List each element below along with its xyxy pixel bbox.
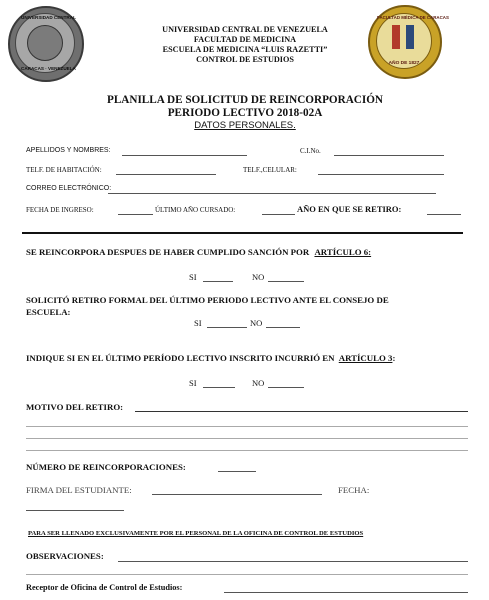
motivo-field-line4[interactable] xyxy=(26,450,468,451)
q3-si-field[interactable] xyxy=(203,387,235,388)
department-name: CONTROL DE ESTUDIOS xyxy=(196,55,294,64)
form-title: PLANILLA DE SOLICITUD DE REINCORPORACIÓN xyxy=(107,94,383,106)
q3-no-label: NO xyxy=(252,378,265,388)
motivo-label: MOTIVO DEL RETIRO: xyxy=(26,402,124,412)
faculty-seal-logo xyxy=(368,5,449,79)
right-seal-top-text: FACULTAD MÉDICA DE CARACAS xyxy=(377,15,449,20)
telf-hab-label: TELF. DE HABITACIÓN: xyxy=(26,166,102,174)
q2-si-label: SI xyxy=(194,318,202,328)
fecha-ingreso-field[interactable] xyxy=(118,214,153,215)
faculty-name: FACULTAD DE MEDICINA xyxy=(193,35,297,44)
apellidos-label: APELLIDOS Y NOMBRES: xyxy=(26,147,111,154)
fecha-ingreso-label: FECHA DE INGRESO: xyxy=(26,206,94,214)
q3-si-label: SI xyxy=(189,378,197,388)
observaciones-field-line2[interactable] xyxy=(26,574,468,575)
university-seal-logo xyxy=(8,6,84,82)
q2-no-label: NO xyxy=(250,318,263,328)
telf-hab-field[interactable] xyxy=(116,174,216,175)
q1-si-label: SI xyxy=(189,272,197,282)
ci-field[interactable] xyxy=(334,155,444,156)
reincorporaciones-field[interactable] xyxy=(218,471,256,472)
q3-article: ARTÍCULO 3 xyxy=(338,353,393,363)
q1-no-label: NO xyxy=(252,272,265,282)
q3-colon: : xyxy=(392,353,396,363)
observaciones-field-line1[interactable] xyxy=(118,561,468,562)
telf-cel-field[interactable] xyxy=(318,174,444,175)
apellidos-field[interactable] xyxy=(122,155,247,156)
motivo-field-line2[interactable] xyxy=(26,426,468,427)
q1-no-field[interactable] xyxy=(268,281,304,282)
office-use-note: PARA SER LLENADO EXCLUSIVAMENTE POR EL PERSONAL DE LA OFICINA DE CONTROL DE ESTUDIOS xyxy=(28,530,364,537)
anio-retiro-field[interactable] xyxy=(427,214,461,215)
ultimo-anio-label: ÚLTIMO AÑO CURSADO: xyxy=(155,206,236,214)
form-period: PERIODO LECTIVO 2018-02A xyxy=(167,107,323,119)
school-name: ESCUELA DE MEDICINA “LUIS RAZETTI” xyxy=(162,45,328,54)
q1-label: SE REINCORPORA DESPUES DE HABER CUMPLIDO SANCIÓN POR xyxy=(26,247,310,257)
fecha-label: FECHA: xyxy=(338,485,370,495)
left-seal-bottom-text: CARACAS · VENEZUELA xyxy=(21,66,76,71)
q2-text-line2: ESCUELA: xyxy=(26,307,71,317)
q2-si-field[interactable] xyxy=(207,327,247,328)
q1-article: ARTÍCULO 6: xyxy=(314,247,372,257)
section-divider xyxy=(22,232,463,234)
q1-si-field[interactable] xyxy=(203,281,233,282)
section-heading: DATOS PERSONALES. xyxy=(194,120,296,131)
q3-label: INDIQUE SI EN EL ÚLTIMO PERÍODO LECTIVO INSCRITO INCURRIÓ EN xyxy=(26,353,335,363)
institution-name: UNIVERSIDAD CENTRAL DE VENEZUELA xyxy=(162,25,328,34)
firma-extra-line[interactable] xyxy=(26,510,124,511)
reincorporaciones-label: NÚMERO DE REINCORPORACIONES: xyxy=(26,462,186,472)
motivo-field-line1[interactable] xyxy=(135,411,468,412)
correo-label: CORREO ELECTRÓNICO: xyxy=(26,185,112,192)
q3-no-field[interactable] xyxy=(268,387,304,388)
receptor-label: Receptor de Oficina de Control de Estudios: xyxy=(26,583,183,592)
q2-no-field[interactable] xyxy=(266,327,300,328)
ultimo-anio-field[interactable] xyxy=(262,214,295,215)
q3-text xyxy=(26,353,395,363)
q1-text xyxy=(26,247,371,257)
telf-cel-label: TELF.,CELULAR: xyxy=(243,166,297,174)
ci-label: C.I.No. xyxy=(300,147,321,155)
firma-label: FIRMA DEL ESTUDIANTE: xyxy=(26,485,132,495)
firma-field[interactable] xyxy=(152,494,322,495)
left-seal-top-text: UNIVERSIDAD CENTRAL xyxy=(21,15,76,20)
observaciones-label: OBSERVACIONES: xyxy=(26,551,104,561)
correo-field[interactable] xyxy=(108,193,436,194)
right-seal-bottom-text: AÑO DE 1827 xyxy=(388,61,420,66)
receptor-field[interactable] xyxy=(224,592,468,593)
motivo-field-line3[interactable] xyxy=(26,438,468,439)
q2-text-line1: SOLICITÓ RETIRO FORMAL DEL ÚLTIMO PERIODO LECTIVO ANTE EL CONSEJO DE xyxy=(26,295,389,305)
anio-retiro-label: AÑO EN QUE SE RETIRO: xyxy=(297,204,402,214)
